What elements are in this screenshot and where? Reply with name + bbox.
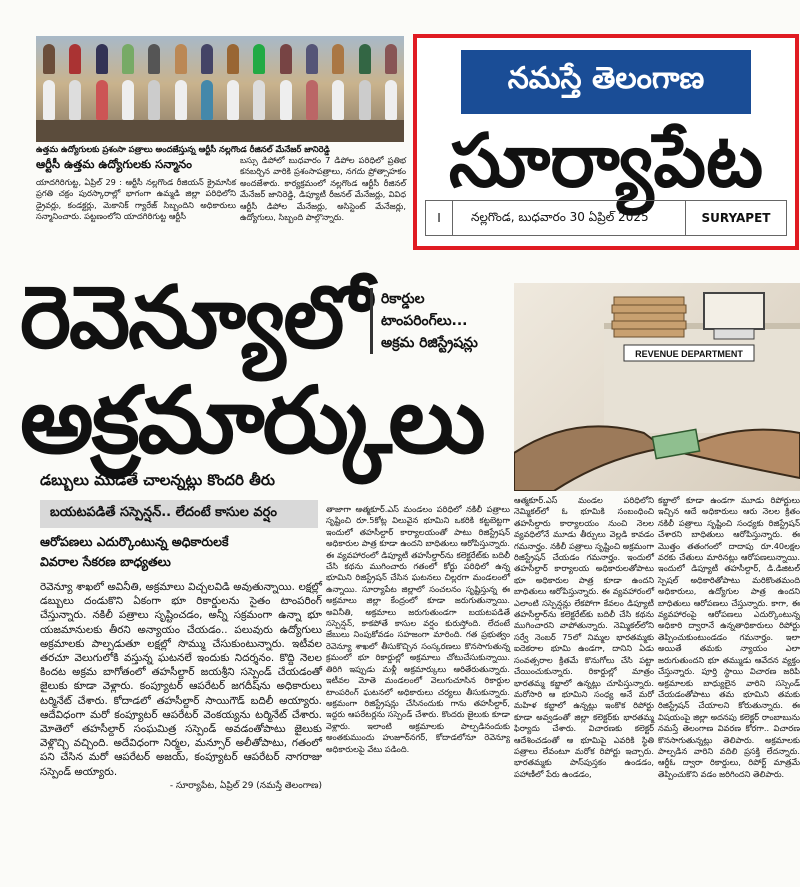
paper-name: నమస్తే తెలంగాణ xyxy=(461,50,751,114)
top-story-headline: ఆర్టీసీ ఉత్తమ ఉద్యోగులకు సన్మానం xyxy=(36,157,192,171)
illustration-label: REVENUE DEPARTMENT xyxy=(635,349,743,359)
side-line: టాంపరింగ్‌లు... xyxy=(381,313,468,329)
masthead xyxy=(413,34,799,250)
edition-city: సూర్యాపేట xyxy=(448,118,764,204)
lead-headline-line2: అక్రమార్కులు xyxy=(20,366,484,474)
lead-subhead: డబ్బులు ముడితే చాలన్నట్లు కొందరి తీరు xyxy=(40,471,275,489)
lead-body xyxy=(40,580,322,793)
byline: - సూర్యాపేట, ఏప్రిల్ 29 (నమస్తే తెలంగాణ) xyxy=(169,780,322,791)
photo-caption: ఉత్తమ ఉద్యోగులకు ప్రశంసా పత్రాలు అందజేస్తున్న ఆర్టీసీ నల్లగొండ రీజినల్ మేనేజర్ జానిరెడ్డి xyxy=(36,144,330,154)
lead-kicker: బయటపడితే సస్పెన్షన్.. లేదంటే కాసుల వర్షం xyxy=(40,500,318,528)
top-story-body-right: బస్సు డిపోలో బుధవారం 7 డిపోల పరిధిలో ప్రతిభ కనబర్చిన వారికి ప్రశంసాపత్రాలు, నగదు ప్రోత్సాహకం అందజేశారు. కార్యక్రమంలో నల్లగొండ ఆర్టీసీ రీజినల్ మేనేజర్ జానిరెడ్డి, డిప్యూటీ రీజనల్ మేనేజర్లు, వివిధ ఆర్టీసీ డిపోల మేనేజర్లు, అసిస్టెంట్ మేనేజర్లు, ఉద్యోగులు, సిబ్బంది పాల్గొన్నారు. xyxy=(240,155,406,223)
top-story-body-left: యాదగిరిగుట్ట, ఏప్రిల్ 29 : ఆర్టీసీ నల్లగొండ రీజియన్ క్రైమాసిక ప్రగతి చక్రం పురస్కారాల్లో భాగంగా ఉమ్మడి జిల్లా పరిధిలోని డ్రైవర్లు, కండక్టర్లు, మెకానిక్ గ్యారేజ్ సిబ్బందిని అధికారులు సన్మానించారు. పట్టణంలోని యాదగిరిగుట్ట ఆర్టీసీ xyxy=(36,177,236,222)
side-line: అక్రమ రిజిస్ట్రేషన్లు xyxy=(381,335,478,351)
side-line: రికార్డుల xyxy=(381,291,425,307)
award-ceremony-photo xyxy=(36,36,404,142)
edition-city-english: SURYAPET xyxy=(685,201,786,235)
lead-body-middle-column: తాజాగా ఆత్మకూర్.ఎస్ మండలం పరిధిలో నకిలీ పత్రాలు సృష్టించి రూ.5కోట్ల విలువైన భూమిని ఒకరికి కట్టబెట్టగా ఇందులో తహసీల్దార్ కార్యాలయంతో పాటు రిజిస్ట్రేషన్ అధికారుల పాత్ర కూడా ఉందని బాధితులు ఆరోపిస్తున్నారు. ఈ వ్యవహారంలో డిప్యూటీ తహసీల్దార్‌ను కలెక్టరేట్‌కు బదిలీ చేసి కథను ముగించారు గతంలో కోర్టు పరిధిలో ఉన్న భూమిని రిజిస్ట్రేషన్ చేసిన ఘటనలు చిల్లరగా మండలంలో ఉన్నాయి. సూర్యాపేట జిల్లాలో సంచలనం సృష్టిస్తున్న ఈ అక్రమాలు జిల్లా కేంద్రంలో కూడా జరుగుతున్నాయి. అవినీతి, అక్రమాలు జరుగుతుండగా బయటపడితే సస్పెన్షన్, కాకపోతే కాసుల వర్షం కురుస్తోంది. లేదంటే జేబులు నింపుకోవడం సహజంగా మారింది. గత ప్రభుత్వం రెవెన్యూ శాఖలో తీసుకొచ్చిన సంస్కరణలు కొనసాగుతున్న క్రమంలో భూ రికార్డుల్లో అక్రమాలు చోటుచేసుకున్నాయి. తిరిగి ఇప్పుడు మళ్లీ అక్రమార్కులు ఆరితేరుతున్నారు. ఇటీవల మోతె మండలంలో వెలుగుచూసిన రికార్డుల టాంపరింగ్ ఘటనలో అధికారులు చర్యలు తీసుకున్నారు. అక్రమంగా రిజిస్ట్రేషన్లు చేసినందుకు గాను తహసీల్దార్, ఇద్దరు ఆపరేటర్లను సస్పెండ్ చేశారు. కొందరు జైలుకు కూడా వెళ్లారు. ఇలాంటి అక్రమాలకు పాల్పడినందుకు అంతకుముందు హుజూర్‌నగర్, కోదాడలోనూ రెవెన్యూ అధికారులపై వేటు పడింది. xyxy=(326,504,510,754)
lead-side-deck xyxy=(370,288,521,354)
bribery-illustration xyxy=(514,283,800,491)
lead-body-right-column-1: ఆత్మకూర్.ఎస్ మండల పరిధిలోని నెమ్మికల్‌లో ఓ భూమికి సంబంధించి తహసీల్దారు కార్యాలయం నుంచి నెలల వ్యవధిలోనే మూడు తీర్పులు వెల్లడి కావడం గమనార్హం. నకిలీ పత్రాలు సృష్టించి అక్రమంగా రిజిస్ట్రేషన్ చేయడం గమనార్హం. ఇందులో తహసీల్దార్ కార్యాలయ అధికారులతోపాటు భూ అధికారుల పాత్ర కూడా ఉందని బాధితులు ఆరోపిస్తున్నారు. ఈ వ్యవహారంలో ఎలాంటి సస్పెన్షన్లు లేకపోగా కేవలం డిప్యూటీ తహసీల్దార్‌ను కలెక్టరేట్‌కు బదిలీ చేసి కథను ముగించారని వాపోతున్నారు. నెమ్మికల్‌లోని సర్వే నెంబర్ 75లో నిమ్మల భారతమ్మకు ఐదెకరాల భూమి ఉండగా, దానిని ఏడు సంవత్సరాల క్రితమే కొనుగోలు చేసి పట్టా చేయించుకున్నారు. రికార్డుల్లో మాత్రం భారతమ్మ కబ్జాలో ఉన్నట్లు చూపిస్తున్నారు. మరోసారి ఆ భూమిని సంధ్య అనే మరో మహిళ కబ్జాలో ఉన్నట్లు ఇంకొక రిపోర్టు కూడా అవ్వడంతో జిల్లా కలెక్టర్‌కు భారతమ్మ ఫిర్యాదు చేశారు. విచారణకు కలెక్టర్ ఆదేశించడంతో ఆ భూమిపై ఎవరికి స్థితి పత్రాలు లేవంటూ మరోక రిపోర్టు ఇచ్చారు. భారతమ్మకు పాస్‌పుస్తకం ఉండడం, పహాణీలో పేరు ఉండడం, xyxy=(514,495,654,779)
dateline-bar xyxy=(425,200,787,236)
lead-headline-line1: రెవెన్యూలో xyxy=(20,267,370,368)
lead-body-right-column-2: కబ్జాలో కూడా ఉండగా మూడు రిపోర్టులు ఇచ్చిన ఆదే అధికారులు ఆరు నెలల క్రితం నకిలీ పత్రాలు సృష్టించి సంధ్యకు రిజిస్ట్రేషన్ చేశారని బాధితులు ఆరోపిస్తున్నారు. ఈ మొత్తం తతంగంలో దాదాపు రూ.40లక్షల వరకు చేతులు మారినట్లు ఆరోపణలున్నాయి. ఇందులో డిప్యూటీ తహసీల్దార్, డి.డిజిటల్ స్పెషల్ అధికారితోపాటు మరికొంతమంది అధికారులు, ఉద్యోగుల పాత్ర ఉందని బాధితులు ఆరోపణలు చేస్తున్నారు. కాగా, ఈ వ్యవహారంపై ఆరోపణలు ఎదుర్కొంటున్న అధికారి ద్వారానే ఉన్నతాధికారులు రిపోర్టు తెప్పించుకుంటుండడం గమనార్హం. ఇలా అయితే తమకు న్యాయం ఎలా జరుగుతుందని భూ తమ్ముడు ఆవేదన వ్యక్తం చేస్తున్నారు. పూర్తి స్థాయి విచారణ జరిపి అక్రమాలకు బాధ్యులైన వారిని సస్పెండ్ చేయడంతోపాటు తమ భూమిని తమకు రిజిస్ట్రేషన్ చేయాలని కోరుతున్నారు. ఈ విషయంపై జిల్లా అదనపు కలెక్టర్ రాంబాబును నమస్తే తెలంగాణ వివరణ కోరగా.. విచారణ కొనసాగుతున్నట్లు తెలిపారు. అక్రమాలకు పాల్పడిన వారిని వదిలి ప్రసక్తి లేదన్నారు. ఆర్డీఓ ద్వారా రికార్డులు, రిపోర్ట్ మాత్రమే తెప్పించుకొని వడం జరిగిందని తెలిపారు. xyxy=(658,495,800,779)
page-number: I xyxy=(426,201,453,235)
dateline: నల్లగొండ, బుధవారం 30 ఏప్రిల్ 2025 xyxy=(471,209,649,224)
lead-body-text: రెవెన్యూ శాఖలో అవినీతి, అక్రమాలు విచ్చలవిడి అవుతున్నాయి. లక్షల్లో డబ్బులు దండుకొని ఏకంగా భూ రికార్డులను సైతం టాంపరింగ్ చేస్తున్నారు. నకిలీ పత్రాలు సృష్టించడం, అన్నీ సక్రమంగా ఉన్నా భూ యజమానులకు తీరని అన్యాయం చేయడం.. పలువురు ఉద్యోగులు అక్రమాలకు పాల్పడుతూ లక్షల్లో సొమ్ము చేసుకుంటున్నారు. ఇటీవల తరచూ వెలుగులోకి వస్తున్న ఘటనలే ఇందుకు నిదర్శనం. కొద్ది నెలల కిందట అక్రమ బాగోతంలో తహసీల్దార్ జయశ్రీని సస్పెండ్ చేయడంతో జైలుకు కూడా వెళ్లారు. కంప్యూటర్ ఆపరేటర్ జగదీష్‌ను అధికారులు టర్మినేట్ చేశారు. కోదాడలో తహసీల్దార్ సాయిగౌడ్ బదిలీ అయ్యారు. ఆదేవిధంగా మరో కంప్యూటర్ ఆపరేటర్ వెంకయ్యను టర్మినేట్ చేశారు. మోతెలో తహసీల్దార్ సంఘమిత్ర సస్పెండ్ అవడంతోపాటు జైలుకు వెళ్లొచ్చి వచ్చింది. అదేవిధంగా నిర్మల, మన్సూర్ అలీతోపాటు, గతంలో పని చేసిన మరో ఆపరేటర్ అజయ్, కంప్యూటర్ ఆపరేటర్ నాగరాజు సస్పెండ్ అయ్యారు. xyxy=(40,581,322,778)
lead-deck: ఆరోపణలు ఎదుర్కొంటున్న అధికారులకే వివరాల సేకరణ బాధ్యతలు xyxy=(40,534,229,569)
illustration-svg xyxy=(514,283,800,491)
